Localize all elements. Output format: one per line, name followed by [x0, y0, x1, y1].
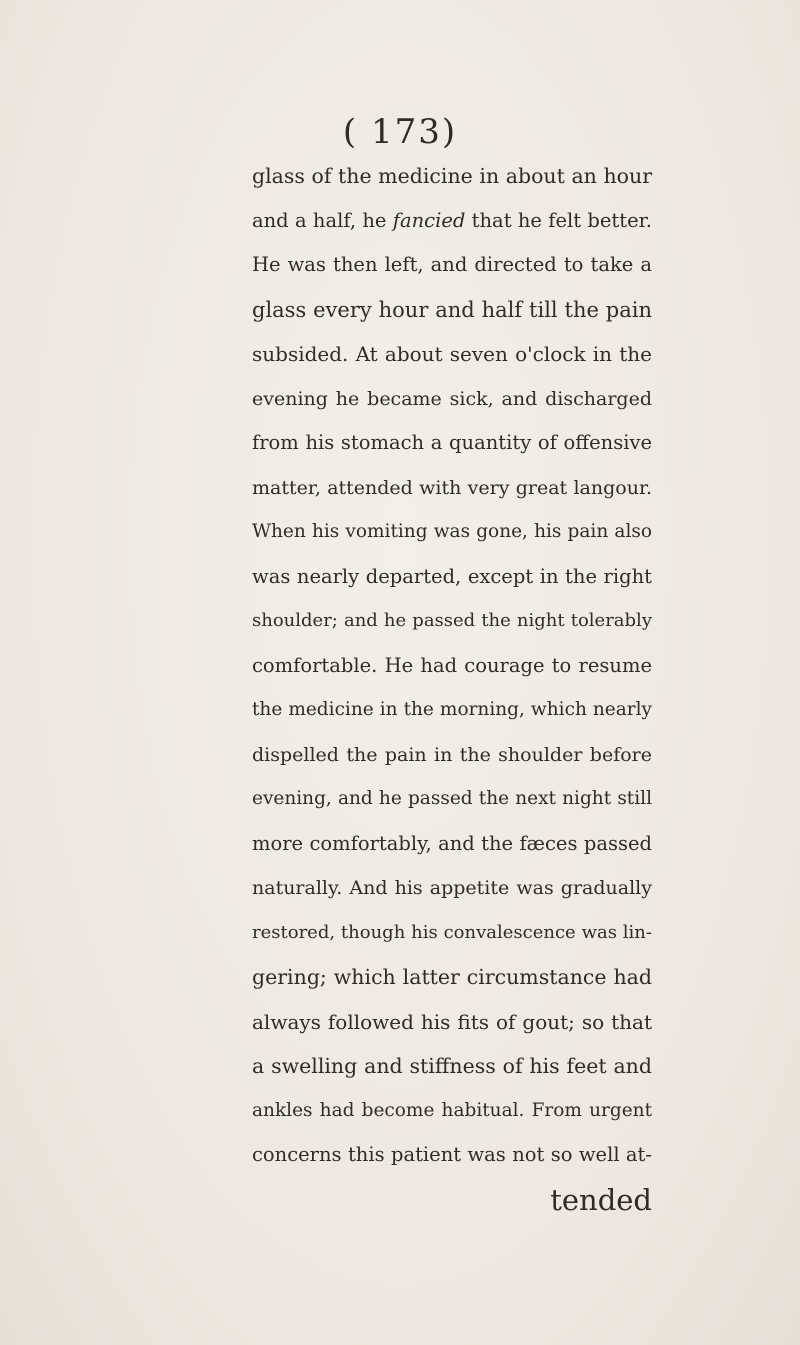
text-line-8: matter, attended with very great langour. [252, 476, 652, 499]
text-line-24: tended [550, 1182, 652, 1217]
text-line-11: shoulder; and he passed the night tolerably [252, 610, 652, 631]
line-2-start: and a half, he [252, 208, 393, 232]
text-line-18: restored, though his convalescence was lin- [252, 921, 652, 943]
text-line-1: glass of the medicine in about an hour [252, 164, 652, 188]
text-line-23: concerns this patient was not so well at- [252, 1143, 652, 1166]
line-2-end: that he felt better. [465, 208, 652, 232]
text-line-13: the medicine in the morning, which nearly [252, 699, 652, 720]
text-line-17: naturally. And his appetite was gradually [252, 877, 652, 899]
text-line-20: always followed his fits of gout; so that [252, 1009, 652, 1034]
text-line-14: dispelled the pain in the shoulder before [252, 743, 652, 766]
text-line-15: evening, and he passed the next night still [252, 788, 652, 809]
text-line-12: comfortable. He had courage to resume [252, 653, 652, 677]
text-line-21: a swelling and stiffness of his feet and [252, 1054, 652, 1078]
text-line-7: from his stomach a quantity of offensive [252, 431, 652, 454]
text-line-19: gering; which latter circumstance had [252, 965, 652, 989]
text-line-10: was nearly departed, except in the right [252, 564, 652, 588]
text-line-2 [252, 199, 652, 243]
text-line-3: He was then left, and directed to take a [252, 253, 652, 276]
page-number: ( 173) [342, 112, 458, 152]
text-line-16: more comfortably, and the fæces passed [252, 831, 652, 855]
text-line-9: When his vomiting was gone, his pain also [252, 521, 652, 542]
text-line-22: ankles had become habitual. From urgent [252, 1099, 652, 1121]
text-line-5: subsided. At about seven o'clock in the [252, 342, 652, 366]
emphasized-word: fancied [392, 208, 466, 232]
text-line-6: evening he became sick, and discharged [252, 387, 652, 410]
text-line-4: glass every hour and half till the pain [252, 297, 652, 322]
